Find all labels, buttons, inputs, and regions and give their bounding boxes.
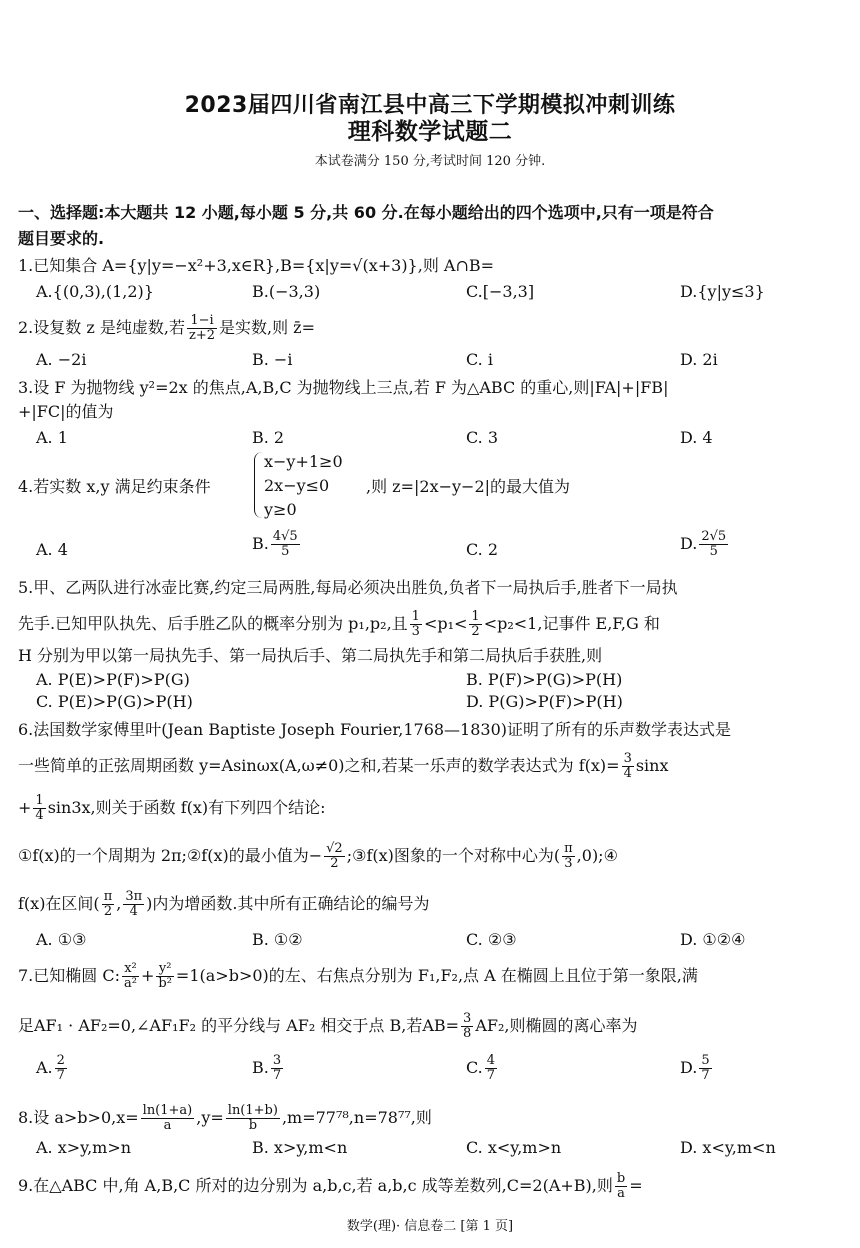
q9-frac-b-a: [615, 1172, 627, 1201]
q8-line-mid: ,y=: [196, 1108, 224, 1127]
q6-l4-num: √2: [326, 841, 343, 856]
q2-stem-pre: 2.设复数 z 是纯虚数,若: [18, 318, 185, 337]
q8-y-num: ln(1+b): [227, 1103, 278, 1118]
q9-den: a: [617, 1186, 625, 1201]
q6-option-a: A. ①③: [36, 930, 87, 949]
q4-b-label: B.: [252, 534, 269, 553]
q7-a-num: 2: [56, 1053, 65, 1068]
q6-line5-sep: ,: [116, 894, 122, 913]
q9-line: [18, 1172, 643, 1201]
q6-line5-pre: f(x)在区间(: [18, 894, 100, 913]
q6-line4: [18, 842, 618, 871]
q2-stem: [18, 314, 315, 343]
q6-frac-3-4: [622, 752, 634, 781]
q6-line2: [18, 752, 669, 781]
q6-line4-mid: ;③f(x)图象的一个对称中心为(: [346, 846, 561, 865]
q7-d-den: 7: [701, 1068, 710, 1083]
q6-line5: [18, 890, 430, 919]
q6-line3: [18, 794, 326, 823]
section-heading-line1: 一、选择题:本大题共 12 小题,每小题 5 分,共 60 分.在每小题给出的四个选项中,只有一项是符合: [18, 203, 714, 222]
q3-option-d: D. 4: [680, 428, 713, 447]
q6-l3-num: 1: [35, 793, 44, 808]
q7-c-fraction: [485, 1054, 497, 1083]
q3-option-a: A. 1: [36, 428, 68, 447]
q1-option-c: C.[−3,3]: [466, 282, 535, 301]
q8-option-a: A. x>y,m>n: [36, 1138, 132, 1157]
q5-line2: [18, 610, 660, 639]
q5-line2-post: <p₂<1,记事件 E,F,G 和: [483, 614, 660, 633]
q7-a-fraction: [55, 1054, 67, 1083]
q7-c-den: 7: [486, 1068, 496, 1083]
q4-condition-3: y≥0: [264, 500, 297, 519]
q5-option-b: B. P(F)>P(G)>P(H): [466, 670, 623, 689]
q7-d-num: 5: [701, 1053, 710, 1068]
q8-frac-x: [141, 1104, 195, 1133]
q6-option-c: C. ②③: [466, 930, 517, 949]
q8-y-den: b: [248, 1118, 258, 1133]
q4-option-b: [252, 530, 302, 559]
q6-l5a-den: 2: [103, 904, 113, 919]
q5-option-a: A. P(E)>P(F)>P(G): [36, 670, 190, 689]
q6-line5-post: )内为增函数.其中所有正确结论的编号为: [146, 894, 430, 913]
q6-frac-sqrt2: [324, 842, 345, 871]
q8-line: [18, 1104, 432, 1133]
q6-frac-pi3: [562, 842, 575, 871]
q7-line1: [18, 962, 698, 991]
q7-d-fraction: [699, 1054, 711, 1083]
q4-d-num: 2√5: [701, 529, 727, 544]
q4-d-label: D.: [680, 534, 698, 553]
q6-l4b-den: 3: [564, 856, 573, 871]
q7-plus: +: [140, 966, 155, 985]
q7-b-num: 3: [272, 1053, 282, 1068]
q3-stem-line2: +|FC|的值为: [18, 402, 114, 421]
q7-c-num: 4: [486, 1053, 496, 1068]
q2-fraction: [187, 314, 217, 343]
q1-option-b: B.(−3,3): [252, 282, 321, 301]
q2-frac-den: z+2: [188, 328, 215, 343]
q6-option-b: B. ①②: [252, 930, 303, 949]
q6-l5a-num: π: [103, 889, 113, 904]
q7-a-label: A.: [36, 1058, 53, 1077]
q4-condition-1: x−y+1≥0: [264, 452, 343, 471]
q8-option-c: C. x<y,m>n: [466, 1138, 562, 1157]
q6-l5b-num: 3π: [125, 889, 143, 904]
q5-frac2-den: 2: [471, 624, 480, 639]
q7-option-d: [680, 1054, 714, 1083]
q2-frac-num: 1−i: [187, 314, 217, 329]
section-heading-line2: 题目要求的.: [18, 229, 105, 248]
q6-line4-post: ,0);④: [576, 846, 618, 865]
q6-l2-num: 3: [623, 751, 632, 766]
q6-l4b-num: π: [564, 841, 573, 856]
q8-x-den: a: [163, 1118, 172, 1133]
exam-note: 本试卷满分 150 分,考试时间 120 分钟.: [314, 154, 546, 169]
q1-option-a: A.{(0,3),(1,2)}: [36, 282, 154, 301]
q7-d-label: D.: [680, 1058, 698, 1077]
q7-e2-den: b²: [158, 976, 172, 991]
q5-line2-pre: 先手.已知甲队执先、后手胜乙队的概率分别为 p₁,p₂,且: [18, 614, 408, 633]
q7-option-b: [252, 1054, 285, 1083]
q5-line2-mid: <p₁<: [423, 614, 468, 633]
section-heading: [18, 200, 848, 252]
q4-condition-2: 2x−y≤0: [264, 476, 330, 495]
q6-l5b-den: 4: [129, 904, 138, 919]
q5-frac2-num: 1: [471, 609, 480, 624]
exam-title-line2: 理科数学试题二: [347, 119, 513, 145]
q7-b-label: B.: [252, 1058, 269, 1077]
q6-line3-post: sin3x,则关于函数 f(x)有下列四个结论:: [47, 798, 326, 817]
q6-l3-den: 4: [35, 808, 44, 823]
q8-frac-y: [226, 1104, 280, 1133]
exam-title-line1: 2023届四川省南江县中高三下学期模拟冲刺训练: [184, 93, 676, 118]
q4-b-num: 4√5: [272, 529, 298, 544]
q4-option-d: [680, 530, 730, 559]
q7-line1-pre: 7.已知椭圆 C:: [18, 966, 120, 985]
q2-option-c: C. i: [466, 350, 493, 369]
q6-l2-den: 4: [623, 766, 632, 781]
q6-line1: 6.法国数学家傅里叶(Jean Baptiste Joseph Fourier,1768—1830)证明了所有的乐声数学表达式是: [18, 720, 732, 739]
q4-stem-post: ,则 z=|2x−y−2|的最大值为: [366, 477, 571, 496]
q6-line2-post: sinx: [635, 756, 669, 775]
q6-line3-pre: +: [18, 798, 32, 817]
q7-l2-num: 3: [463, 1011, 472, 1026]
q6-frac-pi2: [102, 890, 115, 919]
q7-frac-x: [122, 962, 139, 991]
q7-option-c: [466, 1054, 499, 1083]
q4-stem-pre: 4.若实数 x,y 满足约束条件: [18, 477, 211, 496]
q4-b-den: 5: [281, 544, 290, 559]
q1-stem: 1.已知集合 A={y|y=−x²+3,x∈R},B={x|y=√(x+3)},则 A∩B=: [18, 256, 495, 275]
q6-line4-pre: ①f(x)的一个周期为 2π;②f(x)的最小值为−: [18, 846, 323, 865]
q5-frac-1: [410, 610, 422, 639]
q5-line1: 5.甲、乙两队进行冰壶比赛,约定三局两胜,每局必须决出胜负,负者下一局执后手,胜者下一局执: [18, 578, 678, 597]
q6-l4-den: 2: [330, 856, 339, 871]
q4-d-den: 5: [709, 544, 718, 559]
q7-frac-3-8: [461, 1012, 473, 1041]
q2-option-b: B. −i: [252, 350, 293, 369]
q7-option-a: [36, 1054, 69, 1083]
q9-line-post: =: [629, 1176, 643, 1195]
q2-option-d: D. 2i: [680, 350, 718, 369]
q7-e1-den: a²: [124, 976, 137, 991]
q7-line2: [18, 1012, 638, 1041]
q3-option-c: C. 3: [466, 428, 499, 447]
q6-line2-pre: 一些简单的正弦周期函数 y=Asinωx(A,ω≠0)之和,若某一乐声的数学表达式为 f(x)=: [18, 756, 620, 775]
q9-num: b: [616, 1171, 626, 1186]
q7-e1-num: x²: [122, 962, 139, 977]
q2-stem-post: 是实数,则 z̄=: [218, 318, 315, 337]
q6-option-d: D. ①②④: [680, 930, 746, 949]
q6-frac-3pi4: [123, 890, 144, 919]
q4-b-fraction: [271, 530, 300, 559]
q7-l2-den: 8: [463, 1026, 472, 1041]
q3-stem-line1: 3.设 F 为抛物线 y²=2x 的焦点,A,B,C 为抛物线上三点,若 F 为△ABC 的重心,则|FA|+|FB|: [18, 378, 669, 397]
q5-line3: H 分别为甲以第一局执先手、第一局执后手、第二局执先手和第二局执后手获胜,则: [18, 646, 603, 665]
q7-line1-post: =1(a>b>0)的左、右焦点分别为 F₁,F₂,点 A 在椭圆上且位于第一象限,满: [175, 966, 698, 985]
q6-frac-1-4: [33, 794, 45, 823]
q5-option-c: C. P(E)>P(G)>P(H): [36, 692, 193, 711]
q3-option-b: B. 2: [252, 428, 285, 447]
q7-line2-pre: 足AF₁ · AF₂=0,∠AF₁F₂ 的平分线与 AF₂ 相交于点 B,若AB=: [18, 1016, 460, 1035]
q8-option-d: D. x<y,m<n: [680, 1138, 776, 1157]
q8-line-post: ,m=77⁷⁸,n=78⁷⁷,则: [281, 1108, 432, 1127]
q7-line2-post: AF₂,则椭圆的离心率为: [475, 1016, 638, 1035]
q4-d-fraction: [699, 530, 728, 559]
q7-a-den: 7: [56, 1068, 65, 1083]
q4-option-c: C. 2: [466, 540, 499, 559]
q5-frac1-den: 3: [411, 624, 420, 639]
q7-c-label: C.: [466, 1058, 483, 1077]
q5-option-d: D. P(G)>P(F)>P(H): [466, 692, 623, 711]
q4-option-a: A. 4: [36, 540, 68, 559]
q9-line-pre: 9.在△ABC 中,角 A,B,C 所对的边分别为 a,b,c,若 a,b,c 成等差数列,C=2(A+B),则: [18, 1176, 613, 1195]
q5-frac1-num: 1: [411, 609, 420, 624]
q7-frac-y: [156, 962, 174, 991]
q8-x-num: ln(1+a): [142, 1103, 193, 1118]
q8-line-pre: 8.设 a>b>0,x=: [18, 1108, 139, 1127]
q7-e2-num: y²: [156, 962, 174, 977]
page-footer: 数学(理)· 信息卷二 [第 1 页]: [346, 1219, 514, 1234]
q7-b-den: 7: [272, 1068, 282, 1083]
q2-option-a: A. −2i: [36, 350, 87, 369]
q5-frac-2: [469, 610, 481, 639]
q7-b-fraction: [271, 1054, 283, 1083]
q8-option-b: B. x>y,m<n: [252, 1138, 348, 1157]
q1-option-d: D.{y|y≤3}: [680, 282, 765, 301]
